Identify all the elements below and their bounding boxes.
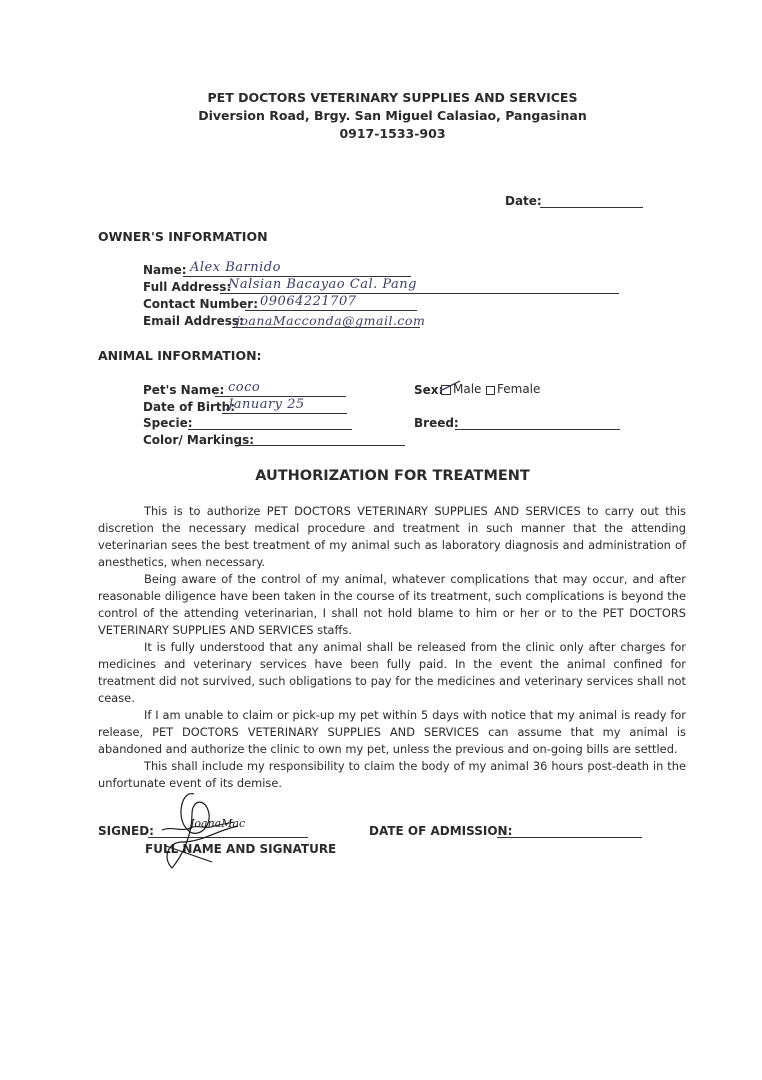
- pet-name-value: coco: [228, 380, 261, 395]
- signature-scrawl-icon: [142, 786, 252, 874]
- owner-contact-field[interactable]: [245, 310, 417, 311]
- specie-label: Specie:: [143, 416, 193, 430]
- color-label: Color/ Markings:: [143, 433, 255, 447]
- sex-label: Sex:: [414, 383, 444, 397]
- animal-section-title: ANIMAL INFORMATION:: [98, 348, 262, 363]
- owner-contact-value: 09064221707: [260, 294, 357, 309]
- authorization-title: AUTHORIZATION FOR TREATMENT: [255, 468, 530, 484]
- breed-label: Breed:: [414, 416, 459, 430]
- signed-label: SIGNED:: [98, 824, 154, 838]
- authorization-paragraph: This is to authorize PET DOCTORS VETERINARY SUPPLIES AND SERVICES to carry out this discretion the necessary medical procedure and treatment in such manner that the attending veterinarian sees the best treatment of my animal such as laboratory diagnosis and administration of anesthetics, when necessary.: [98, 504, 686, 569]
- signature-caption: FULL NAME AND SIGNATURE: [145, 842, 337, 856]
- pet-name-label: Pet's Name:: [143, 383, 225, 397]
- dob-field[interactable]: [222, 413, 347, 414]
- owner-name-label: Name:: [143, 263, 187, 277]
- admission-date-field[interactable]: [497, 837, 642, 838]
- owner-contact-label: Contact Number:: [143, 297, 258, 311]
- dob-label: Date of Birth:: [143, 400, 236, 414]
- signature-scrawl-text: JoanaMac: [190, 817, 246, 830]
- authorization-paragraph: Being aware of the control of my animal, whatever complications that may occur, and after reasonable diligence have been taken in the course of its treatment, such complications is beyond the control of the attending veterinarian, I shall not hold blame to him or her or to the PET DOCTORS VETERINARY SUPPLIES AND SERVICES staffs.: [98, 572, 686, 637]
- sex-male-label: Male: [453, 382, 482, 396]
- owner-email-value: joanaMacconda@gmail.com: [236, 313, 426, 328]
- specie-field[interactable]: [188, 429, 352, 430]
- company-phone: 0917-1533-903: [339, 126, 446, 141]
- owner-name-value: Alex Barnido: [190, 260, 281, 275]
- authorization-paragraph: If I am unable to claim or pick-up my pet within 5 days with notice that my animal is ready for release, PET DOCTORS VETERINARY SUPPLIES AND SERVICES can assume that my animal is abandoned and authorize the clinic to own my pet, unless the previous and on-going bills are settled.: [98, 708, 686, 756]
- date-label: Date:: [505, 194, 542, 208]
- dob-value: January 25: [228, 397, 305, 412]
- date-field[interactable]: [540, 207, 643, 208]
- authorization-paragraph: It is fully understood that any animal shall be released from the clinic only after charges for medicines and veterinary services have been fully paid. In the event the animal confined for treatment did not survived, such obligations to pay for the medicines and veterinary services shall not cease.: [98, 640, 686, 705]
- sex-female-checkbox[interactable]: [486, 386, 495, 395]
- company-address: Diversion Road, Brgy. San Miguel Calasiao, Pangasinan: [198, 108, 587, 123]
- sex-female-label: Female: [497, 382, 541, 396]
- owner-email-label: Email Address:: [143, 314, 244, 328]
- breed-field[interactable]: [455, 429, 620, 430]
- authorization-body: [98, 503, 686, 792]
- owner-address-label: Full Address:: [143, 280, 232, 294]
- color-field[interactable]: [240, 445, 405, 446]
- owner-address-value: Nalsian Bacayao Cal. Pang: [228, 277, 417, 292]
- admission-date-label: DATE OF ADMISSION:: [369, 824, 513, 838]
- company-name: PET DOCTORS VETERINARY SUPPLIES AND SERVICES: [207, 90, 578, 105]
- owner-section-title: OWNER'S INFORMATION: [98, 229, 268, 244]
- authorization-paragraph: This shall include my responsibility to claim the body of my animal 36 hours post-death in the unfortunate event of its demise.: [98, 759, 686, 790]
